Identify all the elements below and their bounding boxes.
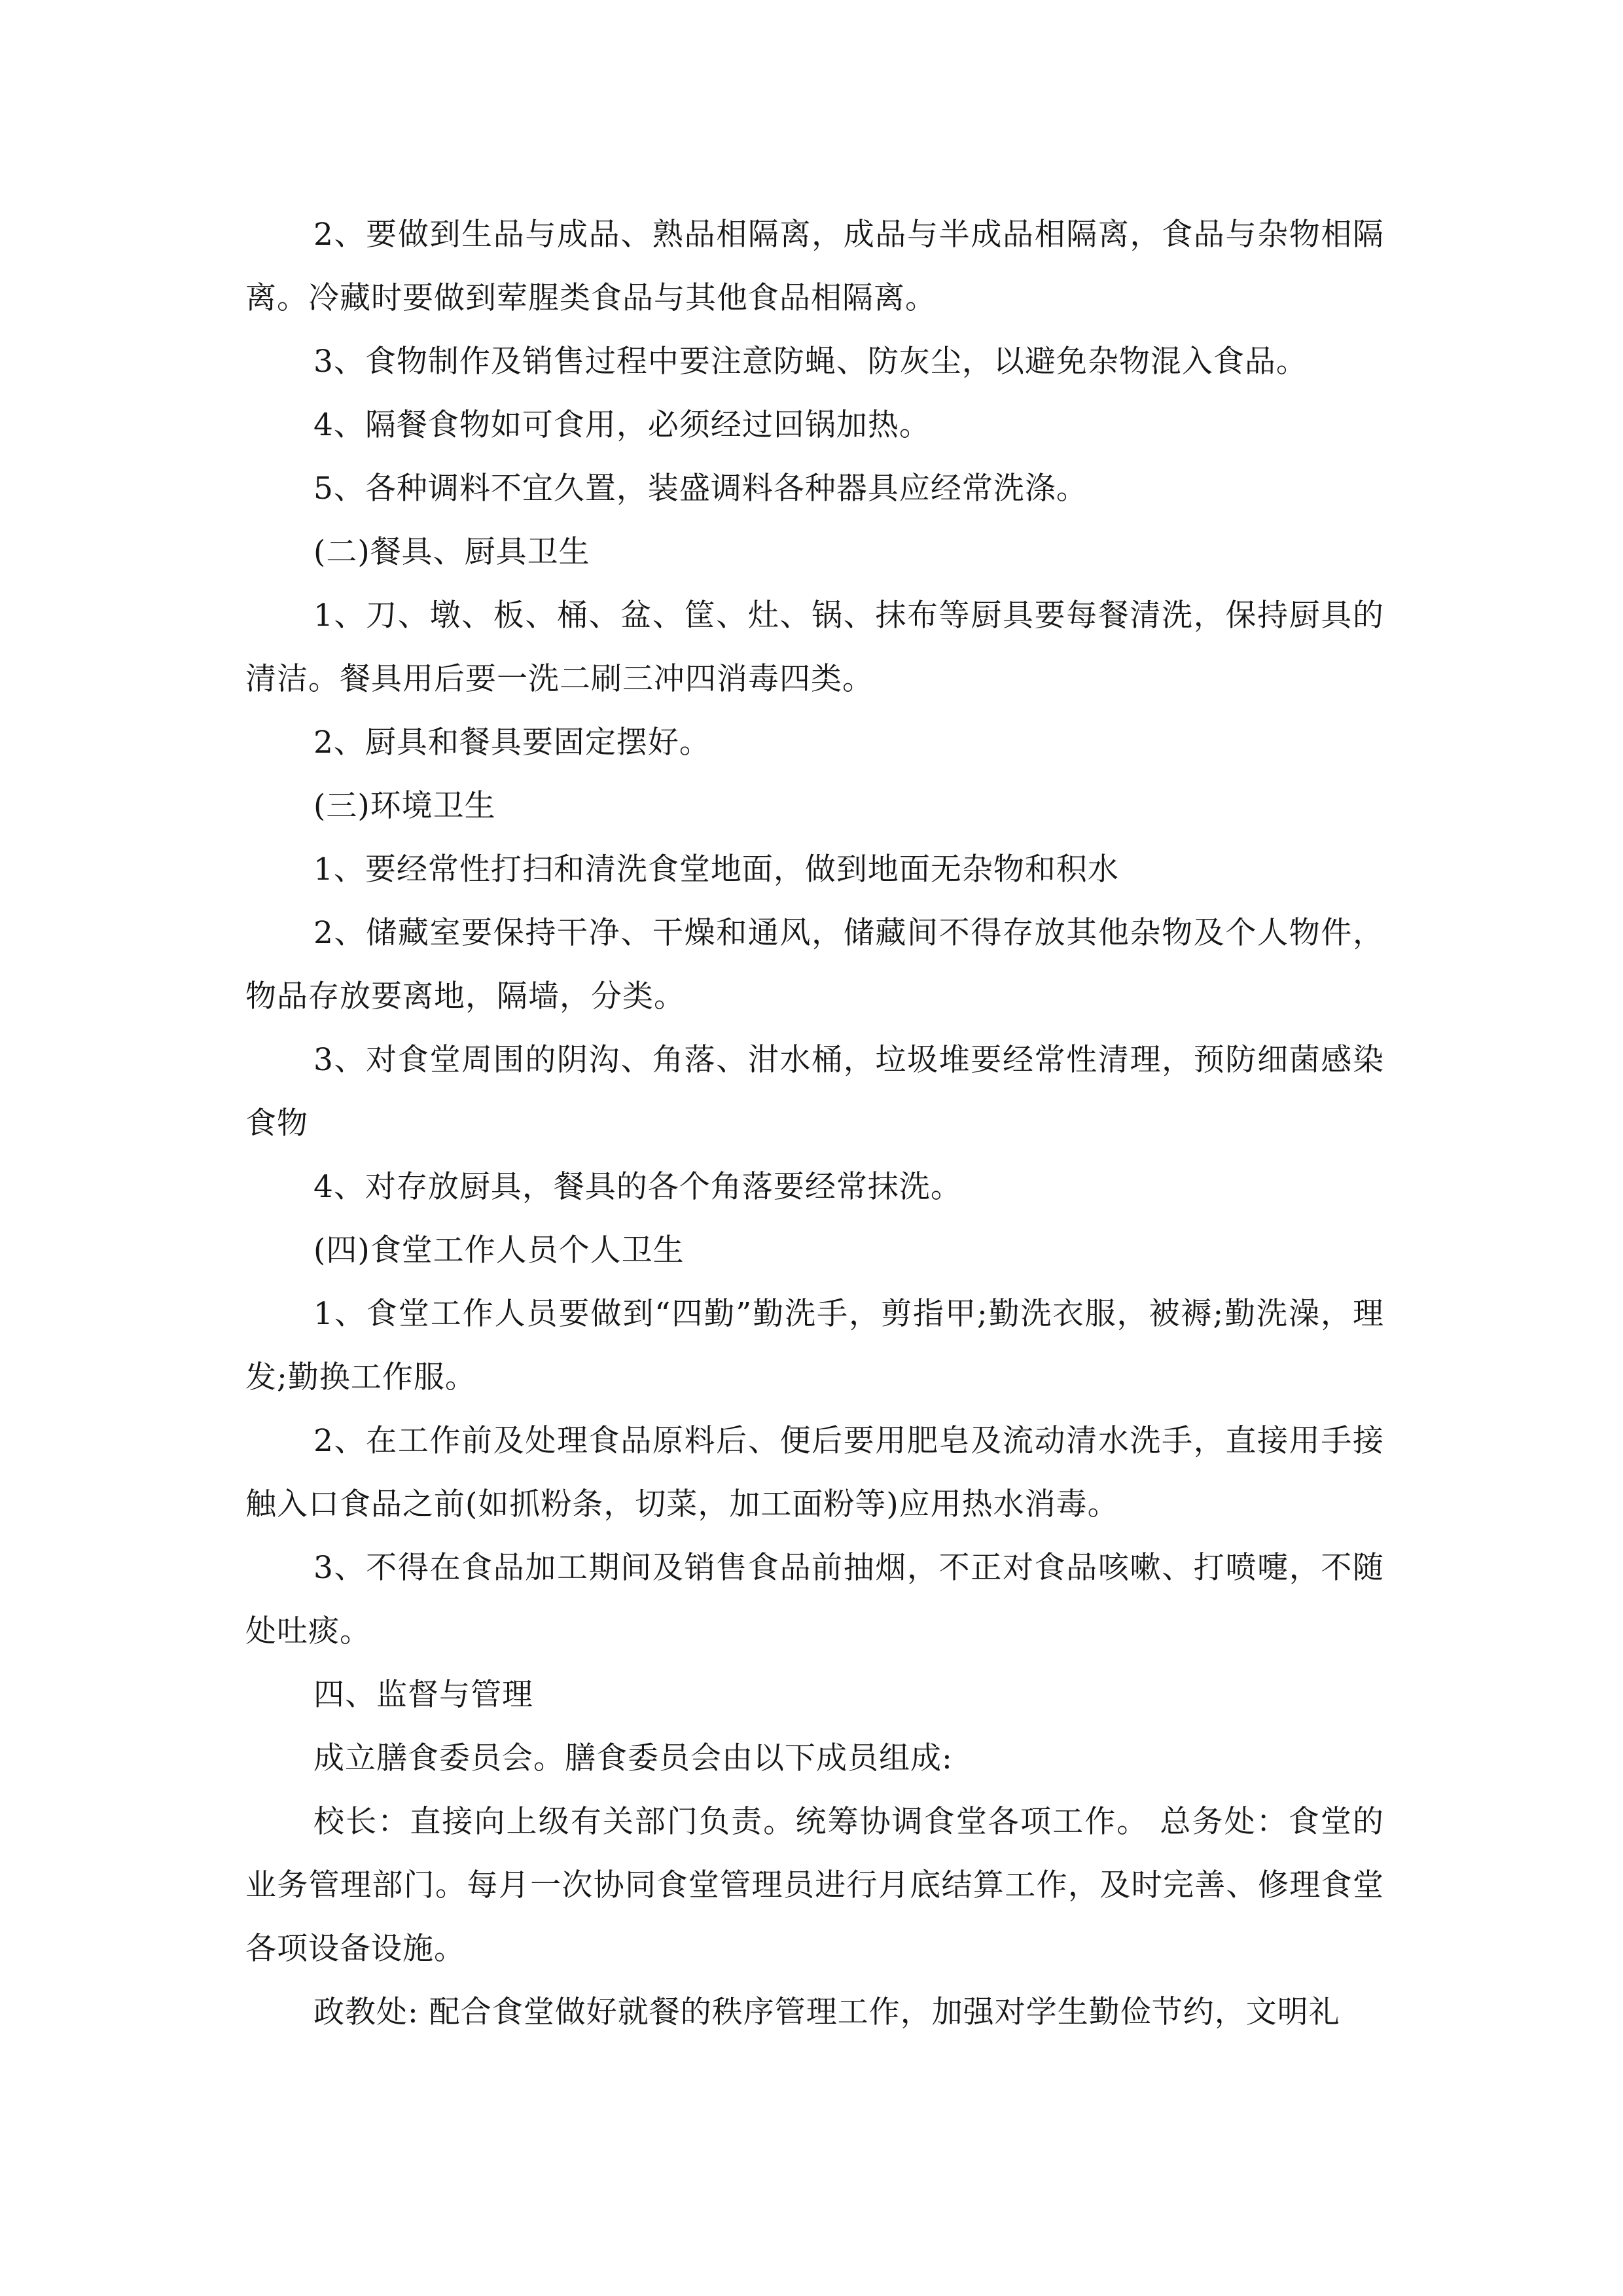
paragraph-19: 校长：直接向上级有关部门负责。统筹协调食堂各项工作。 总务处：食堂的业务管理部门。每月一次协同食堂管理员进行月底结算工作，及时完善、修理食堂各项设备设施。 — [245, 1804, 1384, 1967]
paragraph-18: 成立膳食委员会。膳食委员会由以下成员组成: — [313, 1740, 953, 1776]
paragraph-16: 3、不得在食品加工期间及销售食品前抽烟，不正对食品咳嗽、打喷嚏，不随处吐痰。 — [245, 1550, 1384, 1649]
paragraph-12: 4、对存放厨具，餐具的各个角落要经常抹洗。 — [313, 1169, 962, 1205]
paragraph-4: 5、各种调料不宜久置，装盛调料各种器具应经常洗涤。 — [313, 471, 1088, 507]
paragraph-7: 2、厨具和餐具要固定摆好。 — [313, 725, 711, 761]
document-body — [245, 203, 1384, 2044]
chapter-heading-supervision: 四、监督与管理 — [313, 1677, 533, 1713]
paragraph-1: 2、要做到生品与成品、熟品相隔离，成品与半成品相隔离，食品与杂物相隔离。冷藏时要做到荤腥类食品与其他食品相隔离。 — [245, 217, 1384, 316]
paragraph-2: 3、食物制作及销售过程中要注意防蝇、防灰尘，以避免杂物混入食品。 — [313, 344, 1308, 380]
paragraph-11: 3、对食堂周围的阴沟、角落、泔水桶，垃圾堆要经常性清理，预防细菌感染食物 — [245, 1042, 1384, 1141]
section-heading-4: (四)食堂工作人员个人卫生 — [313, 1232, 685, 1268]
section-heading-3: (三)环境卫生 — [313, 788, 496, 824]
paragraph-3: 4、隔餐食物如可食用，必须经过回锅加热。 — [313, 407, 931, 443]
section-heading-2: (二)餐具、厨具卫生 — [313, 534, 590, 570]
paragraph-20: 政教处: 配合食堂做好就餐的秩序管理工作，加强对学生勤俭节约，文明礼 — [313, 1994, 1340, 2030]
paragraph-6: 1、刀、墩、板、桶、盆、筐、灶、锅、抹布等厨具要每餐清洗，保持厨具的清洁。餐具用后要一洗二刷三冲四消毒四类。 — [245, 598, 1384, 697]
paragraph-15: 2、在工作前及处理食品原料后、便后要用肥皂及流动清水洗手，直接用手接触入口食品之前(如抓粉条，切菜，加工面粉等)应用热水消毒。 — [245, 1423, 1384, 1522]
paragraph-10: 2、储藏室要保持干净、干燥和通风，储藏间不得存放其他杂物及个人物件，物品存放要离地，隔墙，分类。 — [245, 915, 1384, 1014]
paragraph-9: 1、要经常性打扫和清洗食堂地面，做到地面无杂物和积水 — [313, 852, 1119, 888]
paragraph-14: 1、食堂工作人员要做到“四勤”勤洗手，剪指甲;勤洗衣服，被褥;勤洗澡，理发;勤换工作服。 — [245, 1296, 1384, 1395]
